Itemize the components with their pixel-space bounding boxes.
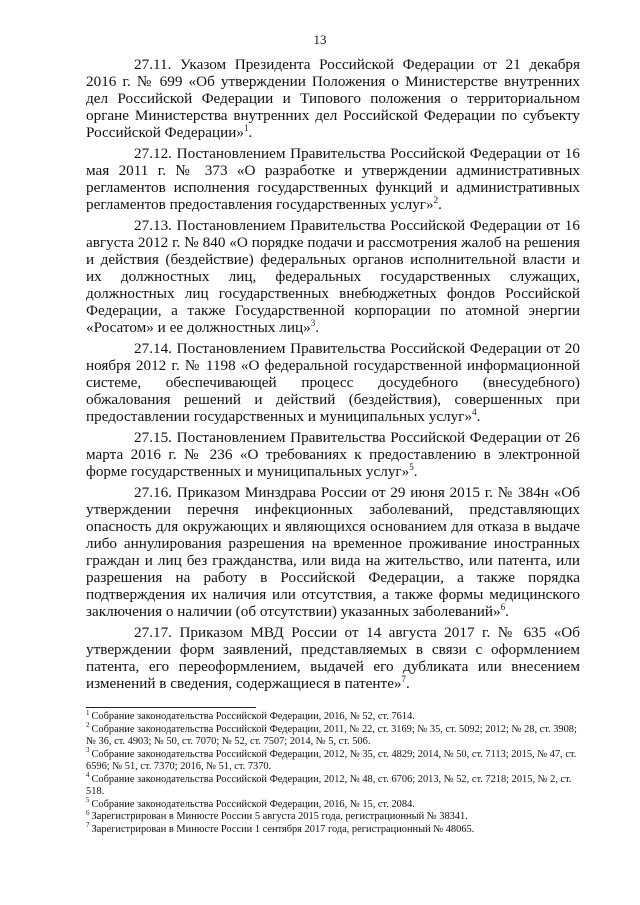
footnote-mark: 2 [86,721,90,730]
paragraph-text: 27.13. Постановлением Правительства Российской Федерации от 16 августа 2012 г. № 840 «О порядке подачи и рассмотрения жалоб на решения и действия (бездействие) федеральных органов исполнительной власти и их должностных лиц, федеральных государственных служащих, должностных лиц государственных внебюджетных фондов Российской Федерации, а также Государственной корпорации по атомной энергии «Росатом» и ее должностных лиц» [86,217,580,336]
footnote-item [86,746,580,774]
paragraph-27-14 [86,340,580,425]
footnote-item [86,808,580,824]
footnote-mark: 6 [86,808,90,817]
paragraph-27-17 [86,624,580,692]
footnote-ref: 1 [243,122,249,133]
paragraph-27-11 [86,56,580,141]
footnote-mark: 3 [86,746,90,755]
footnote-item [86,708,580,724]
footnote-item [86,721,580,749]
footnote-text: Зарегистрирован в Минюсте России 5 августа 2015 года, регистрационный № 38341. [91,811,468,822]
footnote-text: Собрание законодательства Российской Федерации, 2016, № 52, ст. 7614. [91,711,415,722]
paragraph-27-12 [86,145,580,213]
footnote-ref: 2 [433,194,439,205]
footnote-item [86,771,580,799]
paragraph-text: 27.11. Указом Президента Российской Федерации от 21 декабря 2016 г. № 699 «Об утверждении Положения о Министерстве внутренних дел Российской Федерации и Типового положения о территориальном органе Министерства внутренних дел Российской Федерации по субъекту Российской Федерации» [86,56,580,141]
paragraph-text: 27.16. Приказом Минздрава России от 29 июня 2015 г. № 384н «Об утверждении перечня инфекционных заболеваний, представляющих опасность для окружающих и являющихся основанием для отказа в выдаче либо аннулирования разрешения на временное проживание иностранных граждан и лиц без гражданства, или вида на жительство, или патента, или разрешения на работу в Российской Федерации, а также порядка подтверждения их наличия или отсутствия, а также формы медицинского заключения о наличии (об отсутствии) указанных заболеваний» [86,484,580,620]
footnote-text: Собрание законодательства Российской Федерации, 2012, № 48, ст. 6706; 2013, № 52, ст. 7218; 2015, № 2, ст. 518. [86,773,572,797]
footnote-text: Собрание законодательства Российской Федерации, 2012, № 35, ст. 4829; 2014, № 50, ст. 7113; 2015, № 47, ст. 6596; № 51, ст. 7370; 2016, № 51, ст. 7370. [86,748,577,772]
footnote-mark: 1 [86,708,90,717]
paragraph-27-15 [86,429,580,480]
paragraph-tail: . [406,675,410,692]
paragraph-text: 27.14. Постановлением Правительства Российской Федерации от 20 ноября 2012 г. № 1198 «О федеральной государственной информационной системе, обеспечивающей процесс досудебного (внесудебного) обжалования решений и действий (бездействия), совершенных при предоставлении государственных и муниципальных услуг» [86,340,580,425]
main-text [86,56,580,696]
paragraph-27-16 [86,484,580,620]
paragraph-tail: . [476,408,481,425]
footnote-ref: 7 [401,673,407,684]
paragraph-27-13 [86,217,580,336]
footnote-text: Собрание законодательства Российской Федерации, 2016, № 15, ст. 2084. [91,798,415,810]
paragraph-text: 27.15. Постановлением Правительства Российской Федерации от 26 марта 2016 г. № 236 «О требованиях к предоставлению в электронной форме государственных и муниципальных услуг» [86,429,580,480]
footnote-ref: 5 [409,461,414,472]
footnote-ref: 3 [310,317,316,328]
footnote-item [86,796,580,812]
footnote-text: Зарегистрирован в Минюсте России 1 сентября 2017 года, регистрационный № 48065. [91,823,475,835]
paragraph-tail: . [315,319,319,336]
footnote-ref: 4 [472,406,477,417]
paragraph-tail: . [438,196,442,213]
paragraph-text: 27.17. Приказом МВД России от 14 августа 2017 г. № 635 «Об утверждении форм заявлений, представляемых в связи с оформлением патента, его переоформлением, выдачей его дубликата или внесением изменений в сведения, содержащиеся в патенте» [86,624,580,692]
paragraph-tail: . [413,463,418,480]
footnotes [86,708,580,836]
footnote-item [86,821,580,837]
paragraph-tail: . [248,124,253,141]
paragraph-tail: . [505,603,509,620]
footnote-mark: 7 [86,821,90,830]
paragraph-text: 27.12. Постановлением Правительства Российской Федерации от 16 мая 2011 г. № 373 «О разработке и утверждении административных регламентов исполнения государственных функций и административных регламентов предоставления государственных услуг» [86,145,580,213]
footnote-divider [86,707,256,708]
footnote-text: Собрание законодательства Российской Федерации, 2011, № 22, ст. 3169; № 35, ст. 5092; 2012; № 28, ст. 3908; № 36, ст. 4903; № 50, ст. 7070; № 52, ст. 7507; 2014, № 5, ст. 506. [86,723,577,747]
footnote-mark: 4 [86,771,90,780]
footnote-mark: 5 [86,796,90,805]
page-number: 13 [313,32,327,47]
footnote-ref: 6 [500,601,506,612]
